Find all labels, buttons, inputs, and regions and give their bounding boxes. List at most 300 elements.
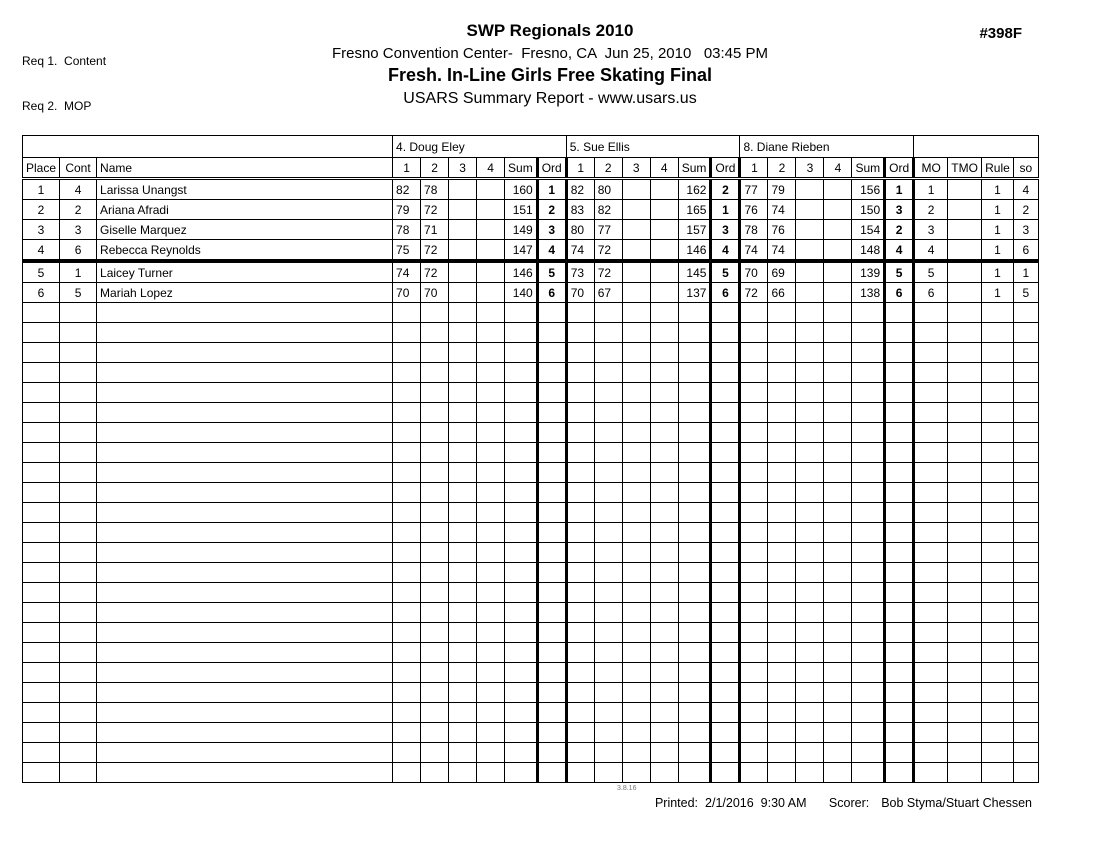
empty-cell <box>23 543 60 563</box>
empty-cell <box>537 463 566 483</box>
empty-cell <box>796 403 824 423</box>
empty-cell <box>60 563 97 583</box>
score-cell <box>796 240 824 262</box>
empty-cell <box>594 643 622 663</box>
empty-cell <box>594 563 622 583</box>
empty-cell <box>421 303 449 323</box>
empty-cell <box>678 683 711 703</box>
empty-cell <box>796 483 824 503</box>
score-cell: 82 <box>566 179 594 200</box>
empty-cell <box>393 523 421 543</box>
empty-cell <box>948 763 982 783</box>
empty-cell <box>711 363 740 383</box>
empty-cell <box>740 583 768 603</box>
empty-cell <box>678 703 711 723</box>
empty-cell <box>60 763 97 783</box>
score-cell: 74 <box>768 240 796 262</box>
empty-cell <box>23 763 60 783</box>
empty-cell <box>594 603 622 623</box>
empty-cell <box>97 683 393 703</box>
empty-cell <box>566 363 594 383</box>
empty-cell <box>740 343 768 363</box>
empty-cell <box>824 323 852 343</box>
empty-cell <box>97 723 393 743</box>
empty-cell <box>566 703 594 723</box>
tmo-cell <box>948 240 982 262</box>
empty-cell <box>393 363 421 383</box>
empty-cell <box>852 663 885 683</box>
empty-cell <box>948 663 982 683</box>
empty-cell <box>768 343 796 363</box>
empty-cell <box>537 343 566 363</box>
score-cell: 80 <box>566 220 594 240</box>
empty-cell <box>449 363 477 383</box>
empty-cell <box>421 743 449 763</box>
empty-cell <box>740 543 768 563</box>
empty-cell <box>885 663 914 683</box>
empty-cell <box>537 503 566 523</box>
empty-cell <box>740 703 768 723</box>
cont-cell: 1 <box>60 261 97 283</box>
empty-cell <box>711 663 740 683</box>
score-cell <box>650 283 678 303</box>
score-cell: 79 <box>768 179 796 200</box>
empty-cell <box>768 703 796 723</box>
rule-cell: 1 <box>982 261 1014 283</box>
empty-cell <box>982 443 1014 463</box>
empty-cell <box>477 683 505 703</box>
empty-cell <box>796 383 824 403</box>
mo-cell: 3 <box>914 220 948 240</box>
mo-cell: 4 <box>914 240 948 262</box>
score-cell <box>824 261 852 283</box>
score-cell: 69 <box>768 261 796 283</box>
empty-cell <box>852 623 885 643</box>
mo-cell: 2 <box>914 200 948 220</box>
empty-cell <box>740 303 768 323</box>
score-cell <box>796 283 824 303</box>
empty-cell <box>914 603 948 623</box>
empty-cell <box>796 703 824 723</box>
empty-cell <box>711 403 740 423</box>
empty-cell <box>768 523 796 543</box>
empty-cell <box>449 483 477 503</box>
empty-cell <box>678 503 711 523</box>
empty-cell <box>477 603 505 623</box>
empty-row <box>23 463 1039 483</box>
empty-cell <box>537 303 566 323</box>
empty-cell <box>914 583 948 603</box>
empty-cell <box>948 563 982 583</box>
empty-cell <box>740 563 768 583</box>
empty-cell <box>768 423 796 443</box>
empty-cell <box>622 743 650 763</box>
report-title: USARS Summary Report - www.usars.us <box>403 90 697 107</box>
empty-cell <box>711 303 740 323</box>
sum-cell: 150 <box>852 200 885 220</box>
empty-cell <box>948 463 982 483</box>
score-cell <box>824 220 852 240</box>
empty-cell <box>678 763 711 783</box>
empty-cell <box>97 743 393 763</box>
empty-cell <box>982 463 1014 483</box>
empty-cell <box>477 323 505 343</box>
empty-cell <box>824 543 852 563</box>
score-cell: 75 <box>393 240 421 262</box>
skater-row <box>23 240 1039 262</box>
empty-cell <box>566 463 594 483</box>
empty-row <box>23 323 1039 343</box>
empty-cell <box>982 523 1014 543</box>
score-cell <box>622 200 650 220</box>
empty-cell <box>566 623 594 643</box>
empty-cell <box>824 603 852 623</box>
empty-cell <box>650 503 678 523</box>
venue-date-line: Fresno Convention Center- Fresno, CA Jun 25, 2010 03:45 PM <box>331 45 769 62</box>
empty-cell <box>393 303 421 323</box>
empty-cell <box>449 443 477 463</box>
empty-cell <box>1013 743 1038 763</box>
empty-cell <box>948 623 982 643</box>
empty-cell <box>948 443 982 463</box>
sum-cell: 151 <box>505 200 538 220</box>
rule-cell: 1 <box>982 220 1014 240</box>
empty-cell <box>678 743 711 763</box>
empty-row <box>23 563 1039 583</box>
empty-cell <box>537 523 566 543</box>
empty-cell <box>824 303 852 323</box>
empty-cell <box>852 483 885 503</box>
empty-cell <box>97 503 393 523</box>
empty-cell <box>768 663 796 683</box>
empty-cell <box>711 423 740 443</box>
empty-cell <box>824 383 852 403</box>
empty-cell <box>885 723 914 743</box>
empty-cell <box>393 483 421 503</box>
empty-cell <box>449 463 477 483</box>
empty-cell <box>678 403 711 423</box>
empty-cell <box>796 543 824 563</box>
empty-cell <box>421 603 449 623</box>
empty-cell <box>97 403 393 423</box>
empty-cell <box>505 523 538 543</box>
empty-cell <box>449 663 477 683</box>
empty-cell <box>1013 383 1038 403</box>
empty-cell <box>537 583 566 603</box>
judge-header-row <box>23 136 1039 158</box>
empty-cell <box>650 663 678 683</box>
empty-cell <box>477 363 505 383</box>
empty-cell <box>477 523 505 543</box>
empty-cell <box>885 323 914 343</box>
empty-cell <box>23 703 60 723</box>
ord-cell: 4 <box>711 240 740 262</box>
empty-cell <box>678 483 711 503</box>
empty-cell <box>824 523 852 543</box>
place-cell: 4 <box>23 240 60 262</box>
empty-cell <box>23 563 60 583</box>
empty-row <box>23 483 1039 503</box>
score-cell: 72 <box>421 240 449 262</box>
place-cell: 6 <box>23 283 60 303</box>
empty-cell <box>393 763 421 783</box>
col-header-2: 2 <box>421 158 449 179</box>
score-cell <box>824 200 852 220</box>
empty-cell <box>622 623 650 643</box>
empty-cell <box>60 343 97 363</box>
empty-cell <box>594 423 622 443</box>
empty-cell <box>852 683 885 703</box>
empty-cell <box>1013 303 1038 323</box>
col-header-ord: Ord <box>711 158 740 179</box>
empty-cell <box>678 463 711 483</box>
sum-cell: 147 <box>505 240 538 262</box>
score-cell <box>477 261 505 283</box>
col-header-4: 4 <box>650 158 678 179</box>
empty-cell <box>650 423 678 443</box>
empty-cell <box>566 563 594 583</box>
empty-cell <box>393 323 421 343</box>
empty-cell <box>566 683 594 703</box>
empty-cell <box>449 623 477 643</box>
empty-cell <box>60 423 97 443</box>
empty-cell <box>477 663 505 683</box>
sum-cell: 156 <box>852 179 885 200</box>
score-cell <box>650 200 678 220</box>
empty-cell <box>97 643 393 663</box>
empty-cell <box>421 763 449 783</box>
empty-cell <box>566 643 594 663</box>
empty-cell <box>852 323 885 343</box>
judge-row-left-spacer <box>23 136 393 158</box>
score-cell: 70 <box>393 283 421 303</box>
empty-cell <box>711 603 740 623</box>
empty-cell <box>982 383 1014 403</box>
empty-cell <box>740 323 768 343</box>
score-cell <box>824 179 852 200</box>
place-cell: 1 <box>23 179 60 200</box>
empty-cell <box>393 403 421 423</box>
empty-cell <box>885 643 914 663</box>
rule-cell: 1 <box>982 283 1014 303</box>
empty-cell <box>537 403 566 423</box>
empty-cell <box>678 443 711 463</box>
tmo-cell <box>948 283 982 303</box>
empty-cell <box>477 723 505 743</box>
empty-cell <box>566 523 594 543</box>
empty-cell <box>449 383 477 403</box>
empty-cell <box>594 503 622 523</box>
ord-cell: 6 <box>711 283 740 303</box>
empty-cell <box>566 743 594 763</box>
empty-row <box>23 503 1039 523</box>
empty-cell <box>97 763 393 783</box>
empty-cell <box>594 683 622 703</box>
empty-cell <box>796 683 824 703</box>
empty-cell <box>948 683 982 703</box>
scorer-line <box>822 782 1032 810</box>
empty-cell <box>393 383 421 403</box>
empty-cell <box>885 543 914 563</box>
empty-cell <box>796 623 824 643</box>
empty-cell <box>23 443 60 463</box>
so-cell: 3 <box>1013 220 1038 240</box>
empty-cell <box>505 543 538 563</box>
empty-cell <box>449 423 477 443</box>
empty-cell <box>23 743 60 763</box>
empty-cell <box>449 403 477 423</box>
empty-cell <box>711 523 740 543</box>
empty-cell <box>711 683 740 703</box>
score-cell <box>477 283 505 303</box>
ord-cell: 2 <box>537 200 566 220</box>
score-cell: 72 <box>594 261 622 283</box>
empty-cell <box>622 523 650 543</box>
score-cell: 80 <box>594 179 622 200</box>
score-cell: 78 <box>421 179 449 200</box>
empty-cell <box>914 423 948 443</box>
score-cell: 72 <box>740 283 768 303</box>
empty-cell <box>824 343 852 363</box>
empty-cell <box>566 343 594 363</box>
skater-row <box>23 200 1039 220</box>
empty-cell <box>711 703 740 723</box>
empty-cell <box>594 363 622 383</box>
empty-cell <box>852 403 885 423</box>
empty-cell <box>393 563 421 583</box>
empty-cell <box>393 503 421 523</box>
score-cell <box>650 220 678 240</box>
empty-cell <box>537 543 566 563</box>
empty-cell <box>650 383 678 403</box>
empty-cell <box>1013 603 1038 623</box>
empty-cell <box>60 703 97 723</box>
empty-cell <box>537 483 566 503</box>
tmo-cell <box>948 200 982 220</box>
empty-cell <box>824 363 852 383</box>
empty-cell <box>740 763 768 783</box>
empty-row <box>23 523 1039 543</box>
empty-cell <box>393 703 421 723</box>
empty-cell <box>622 483 650 503</box>
empty-cell <box>824 503 852 523</box>
empty-cell <box>852 363 885 383</box>
empty-cell <box>594 543 622 563</box>
empty-cell <box>796 303 824 323</box>
empty-cell <box>650 463 678 483</box>
empty-cell <box>768 403 796 423</box>
ord-cell: 1 <box>711 200 740 220</box>
judge-row-right-spacer <box>914 136 1039 158</box>
empty-cell <box>449 703 477 723</box>
empty-cell <box>948 303 982 323</box>
empty-cell <box>421 423 449 443</box>
col-header-1: 1 <box>740 158 768 179</box>
empty-cell <box>678 623 711 643</box>
empty-cell <box>885 503 914 523</box>
empty-cell <box>477 623 505 643</box>
empty-cell <box>948 323 982 343</box>
empty-cell <box>60 303 97 323</box>
mo-cell: 5 <box>914 261 948 283</box>
empty-cell <box>824 763 852 783</box>
skater-row <box>23 220 1039 240</box>
empty-cell <box>768 323 796 343</box>
score-cell <box>824 240 852 262</box>
empty-cell <box>1013 363 1038 383</box>
empty-cell <box>393 463 421 483</box>
empty-cell <box>505 623 538 643</box>
empty-cell <box>852 463 885 483</box>
empty-cell <box>768 743 796 763</box>
empty-cell <box>537 443 566 463</box>
empty-cell <box>566 503 594 523</box>
empty-cell <box>477 643 505 663</box>
empty-cell <box>97 583 393 603</box>
empty-cell <box>914 503 948 523</box>
empty-cell <box>477 543 505 563</box>
empty-cell <box>537 323 566 343</box>
empty-cell <box>740 483 768 503</box>
empty-cell <box>1013 403 1038 423</box>
cont-cell: 2 <box>60 200 97 220</box>
empty-cell <box>852 583 885 603</box>
empty-cell <box>711 443 740 463</box>
empty-cell <box>60 743 97 763</box>
empty-cell <box>650 483 678 503</box>
ord-cell: 4 <box>885 240 914 262</box>
col-header-name: Name <box>97 158 393 179</box>
empty-cell <box>594 403 622 423</box>
sum-cell: 146 <box>678 240 711 262</box>
empty-cell <box>1013 443 1038 463</box>
empty-cell <box>393 423 421 443</box>
empty-cell <box>421 703 449 723</box>
empty-cell <box>948 503 982 523</box>
empty-cell <box>914 523 948 543</box>
score-cell <box>449 283 477 303</box>
empty-cell <box>885 763 914 783</box>
empty-cell <box>97 603 393 623</box>
empty-cell <box>622 503 650 523</box>
empty-cell <box>982 503 1014 523</box>
empty-cell <box>824 723 852 743</box>
empty-row <box>23 683 1039 703</box>
empty-cell <box>449 763 477 783</box>
name-cell: Mariah Lopez <box>97 283 393 303</box>
sum-cell: 165 <box>678 200 711 220</box>
ord-cell: 3 <box>711 220 740 240</box>
empty-cell <box>566 483 594 503</box>
empty-cell <box>97 463 393 483</box>
empty-cell <box>537 563 566 583</box>
empty-cell <box>740 423 768 443</box>
empty-row <box>23 383 1039 403</box>
empty-cell <box>622 763 650 783</box>
empty-cell <box>537 763 566 783</box>
name-cell: Giselle Marquez <box>97 220 393 240</box>
empty-cell <box>505 363 538 383</box>
empty-cell <box>982 543 1014 563</box>
empty-cell <box>885 623 914 643</box>
empty-cell <box>650 523 678 543</box>
empty-cell <box>60 463 97 483</box>
score-cell: 70 <box>740 261 768 283</box>
empty-cell <box>914 303 948 323</box>
empty-cell <box>885 363 914 383</box>
empty-row <box>23 303 1039 323</box>
empty-cell <box>948 543 982 563</box>
